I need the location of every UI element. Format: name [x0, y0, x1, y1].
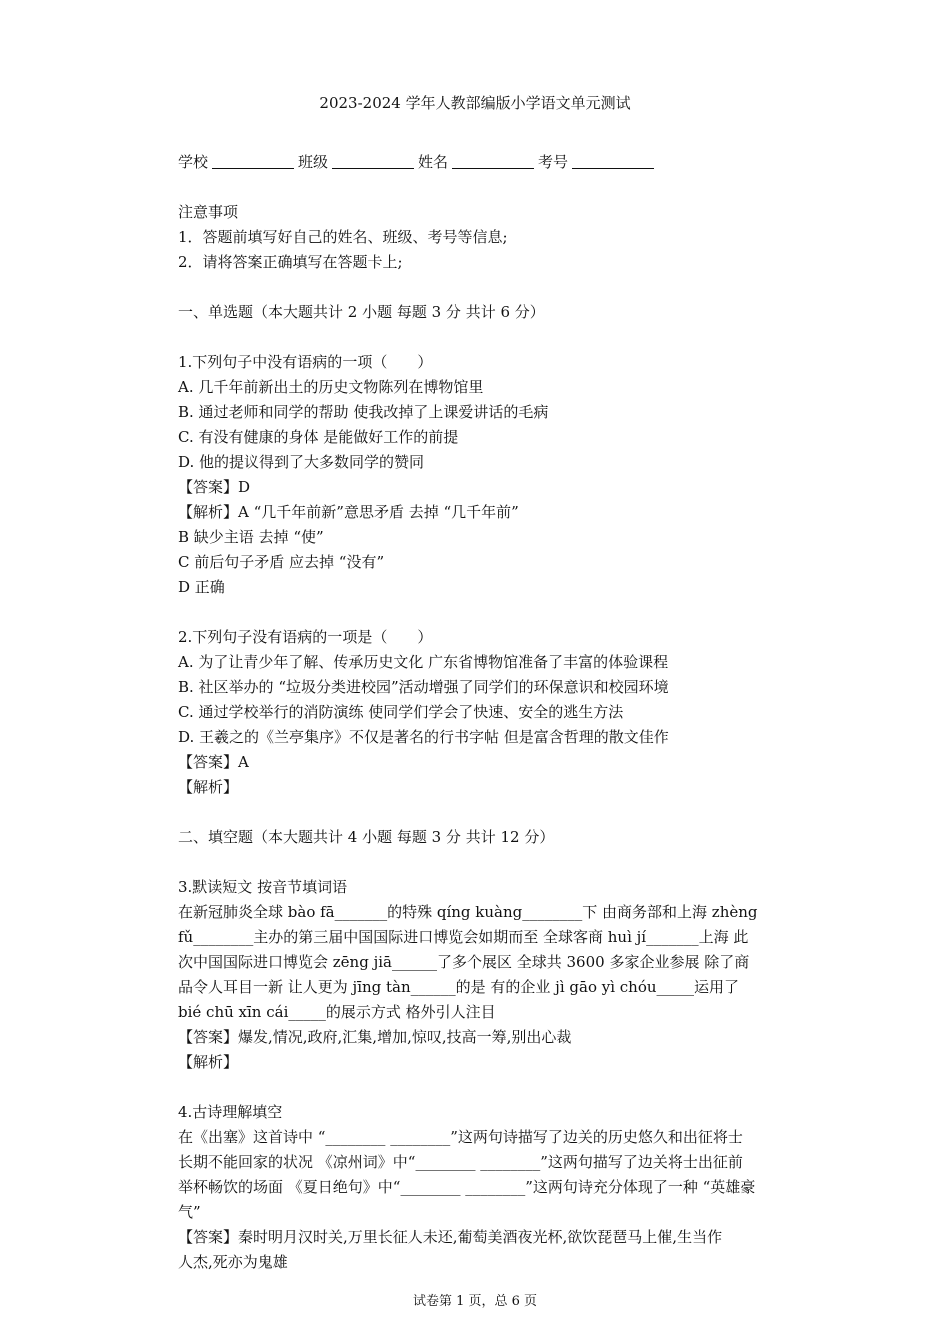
question-option: D. 王羲之的《兰亭集序》不仅是著名的行书字帖 但是富含哲理的散文佳作: [178, 728, 669, 746]
answer-line: 【答案】A: [178, 753, 249, 771]
question-option: A. 为了让青少年了解、传承历史文化 广东省博物馆准备了丰富的体验课程: [178, 653, 669, 671]
question-stem: 1.下列句子中没有语病的一项（ ）: [178, 353, 433, 371]
question-option: C. 有没有健康的身体 是能做好工作的前提: [178, 428, 459, 446]
passage-line: 举杯畅饮的场面 《夏日绝句》中“________ ________”这两句诗充分体现了一种 “英雄豪: [178, 1178, 756, 1196]
page-footer: 试卷第 1 页，总 6 页: [412, 1294, 538, 1309]
analysis-line: 【解析】A “几千年前新”意思矛盾 去掉 “几千年前”: [178, 503, 519, 521]
passage-line: 气”: [178, 1203, 201, 1221]
notes-item: 1．答题前填写好自己的姓名、班级、考号等信息;: [178, 228, 508, 246]
exam-number-label: 考号: [538, 153, 569, 171]
question-stem: 2.下列句子没有语病的一项是（ ）: [178, 628, 433, 646]
section-heading: 二、填空题（本大题共计 4 小题 每题 3 分 共计 12 分）: [178, 828, 555, 846]
name-field[interactable]: [452, 152, 534, 169]
analysis-line: D 正确: [178, 578, 225, 596]
school-label: 学校: [178, 153, 209, 171]
analysis-line: C 前后句子矛盾 应去掉 “没有”: [178, 553, 385, 571]
analysis-line: B 缺少主语 去掉 “使”: [178, 528, 324, 546]
answer-line: 【答案】爆发,情况,政府,汇集,增加,惊叹,技高一筹,别出心裁: [178, 1028, 572, 1046]
question-stem: 4.古诗理解填空: [178, 1103, 283, 1121]
question-option: A. 几千年前新出土的历史文物陈列在博物馆里: [178, 378, 484, 396]
page-title: 2023-2024 学年人教部编版小学语文单元测试: [319, 94, 631, 112]
question-stem: 3.默读短文 按音节填词语: [178, 878, 348, 896]
exam-number-field[interactable]: [572, 152, 654, 169]
section-heading: 一、单选题（本大题共计 2 小题 每题 3 分 共计 6 分）: [178, 303, 545, 321]
school-field[interactable]: [212, 152, 294, 169]
question-option: D. 他的提议得到了大多数同学的赞同: [178, 453, 425, 471]
class-field[interactable]: [332, 152, 414, 169]
question-option: B. 通过老师和同学的帮助 使我改掉了上课爱讲话的毛病: [178, 403, 549, 421]
class-label: 班级: [298, 153, 329, 171]
passage-line: 在新冠肺炎全球 bào fā_______的特殊 qíng kuàng________下 由商务部和上海 zhèng: [178, 903, 758, 921]
passage-line: 品令人耳目一新 让人更为 jīng tàn______的是 有的企业 jì gāo yì chóu_____运用了: [178, 978, 740, 996]
passage-line: 长期不能回家的状况 《凉州词》中“________ ________”这两句描写了边关将士出征前: [178, 1153, 743, 1171]
notes-item: 2．请将答案正确填写在答题卡上;: [178, 253, 403, 271]
question-option: C. 通过学校举行的消防演练 使同学们学会了快速、安全的逃生方法: [178, 703, 624, 721]
answer-line: 【答案】秦时明月汉时关,万里长征人未还,葡萄美酒夜光杯,欲饮琵琶马上催,生当作: [178, 1228, 723, 1246]
passage-line: bié chū xīn cái_____的展示方式 格外引人注目: [178, 1003, 496, 1021]
passage-line: 在《出塞》这首诗中 “________ ________”这两句诗描写了边关的历史悠久和出征将士: [178, 1128, 743, 1146]
answer-line: 人杰,死亦为鬼雄: [178, 1253, 288, 1271]
exam-content: [178, 150, 818, 1275]
student-info-row: [178, 150, 818, 175]
passage-line: 次中国国际进口博览会 zēng jiā______了多个展区 全球共 3600 多家企业参展 除了商: [178, 953, 750, 971]
question-option: B. 社区举办的 “垃圾分类进校园”活动增强了同学们的环保意识和校园环境: [178, 678, 669, 696]
analysis-line: 【解析】: [178, 778, 239, 796]
notes-heading: 注意事项: [178, 203, 239, 221]
analysis-line: 【解析】: [178, 1053, 239, 1071]
name-label: 姓名: [418, 153, 449, 171]
answer-line: 【答案】D: [178, 478, 251, 496]
passage-line: fǔ________主办的第三届中国国际进口博览会如期而至 全球客商 huì jí_______上海 此: [178, 928, 749, 946]
